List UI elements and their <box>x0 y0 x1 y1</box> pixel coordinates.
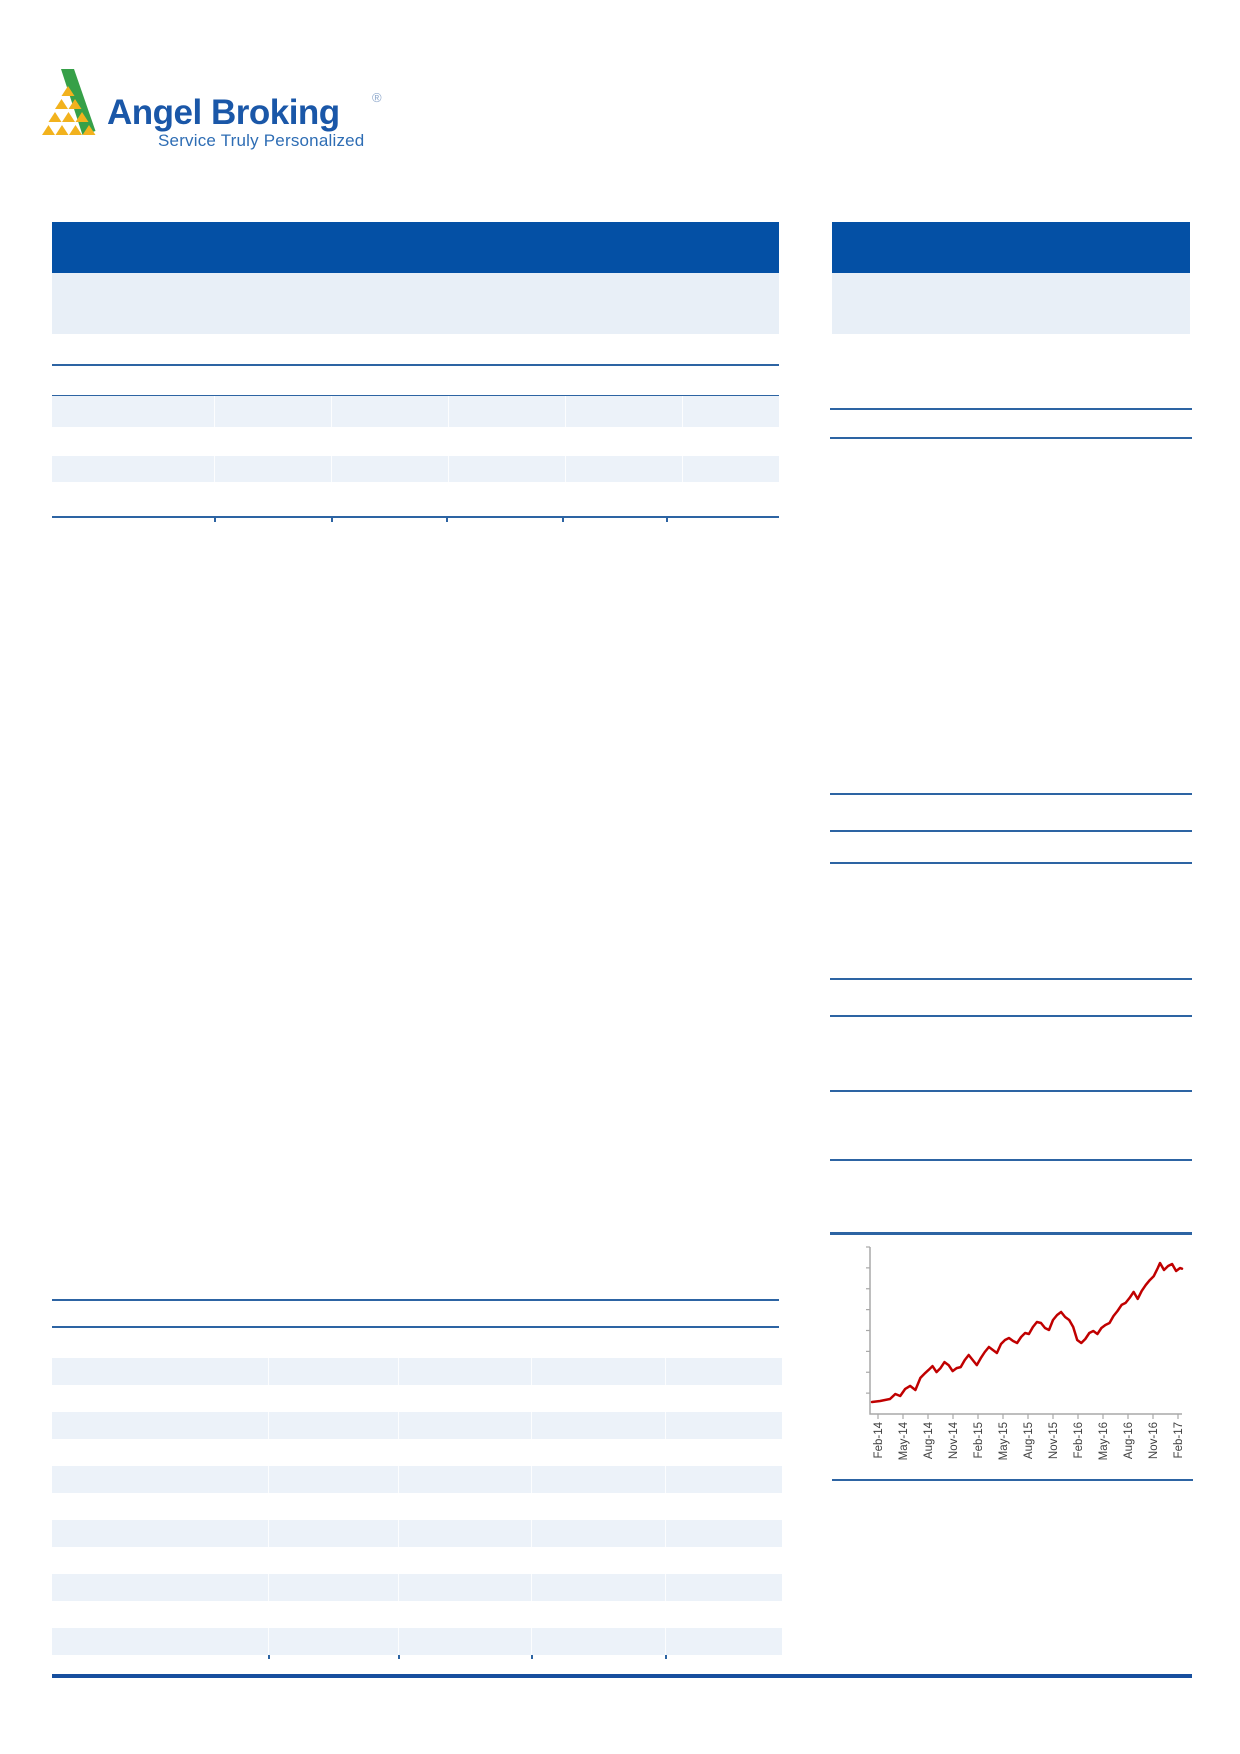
table-row-band <box>52 396 779 427</box>
horizontal-rule <box>830 793 1192 795</box>
column-separator <box>268 1574 269 1601</box>
x-axis-label: Nov-16 <box>1148 1422 1160 1460</box>
page-bottom-rule <box>52 1674 1192 1678</box>
rule-column-tick <box>268 1655 270 1659</box>
x-axis-label: Feb-15 <box>973 1422 985 1459</box>
x-axis-label: Aug-15 <box>1023 1422 1035 1460</box>
column-separator <box>331 396 332 427</box>
column-separator <box>448 456 449 482</box>
table-row-band <box>52 1466 782 1493</box>
column-separator <box>398 1412 399 1439</box>
column-separator <box>531 1358 532 1385</box>
table-row-band <box>52 1412 782 1439</box>
x-axis-label: Aug-16 <box>1123 1422 1135 1460</box>
table-row-band <box>52 1520 782 1547</box>
x-axis-label: Aug-14 <box>923 1422 935 1460</box>
horizontal-rule <box>52 1299 779 1301</box>
column-separator <box>214 456 215 482</box>
x-axis-label: Feb-16 <box>1073 1422 1085 1459</box>
horizontal-rule <box>830 830 1192 832</box>
horizontal-rule <box>830 1015 1192 1017</box>
rule-column-tick <box>331 518 333 522</box>
column-separator <box>565 396 566 427</box>
table-row-band <box>52 456 779 482</box>
rule-column-tick <box>666 518 668 522</box>
column-separator <box>682 456 683 482</box>
rule-column-tick <box>665 1655 667 1659</box>
x-axis-label: May-14 <box>898 1422 910 1461</box>
column-separator <box>531 1628 532 1655</box>
x-axis-label: May-15 <box>998 1422 1010 1461</box>
column-separator <box>565 456 566 482</box>
column-separator <box>682 396 683 427</box>
column-separator <box>268 1358 269 1385</box>
table-row-band <box>52 1574 782 1601</box>
x-axis-label: May-16 <box>1098 1422 1110 1461</box>
horizontal-rule <box>830 1090 1192 1092</box>
sidebar-info-panel <box>832 273 1190 334</box>
column-separator <box>398 1574 399 1601</box>
x-axis-label: Nov-14 <box>948 1422 960 1460</box>
column-separator <box>665 1628 666 1655</box>
column-separator <box>665 1358 666 1385</box>
column-separator <box>268 1628 269 1655</box>
column-separator <box>331 456 332 482</box>
logo-emblem-icon <box>40 62 104 140</box>
price-line-series <box>872 1263 1182 1402</box>
horizontal-rule <box>830 1159 1192 1161</box>
column-separator <box>398 1628 399 1655</box>
column-separator <box>665 1574 666 1601</box>
rule-column-tick <box>446 518 448 522</box>
x-axis-label: Feb-14 <box>873 1422 885 1459</box>
horizontal-rule <box>830 437 1192 439</box>
column-separator <box>665 1412 666 1439</box>
horizontal-rule <box>830 408 1192 410</box>
column-separator <box>214 396 215 427</box>
x-axis-label: Feb-17 <box>1173 1422 1185 1459</box>
rule-column-tick <box>214 518 216 522</box>
horizontal-rule <box>830 978 1192 980</box>
column-separator <box>665 1466 666 1493</box>
main-subtitle-panel <box>52 273 779 334</box>
horizontal-rule <box>830 862 1192 864</box>
column-separator <box>398 1520 399 1547</box>
column-separator <box>665 1520 666 1547</box>
main-title-bar <box>52 222 779 273</box>
table-row-band <box>52 1628 782 1655</box>
column-separator <box>268 1466 269 1493</box>
sidebar-title-bar <box>832 222 1190 273</box>
logo-wordmark: Angel Broking <box>107 93 340 132</box>
column-separator <box>531 1574 532 1601</box>
x-axis-label: Nov-15 <box>1048 1422 1060 1460</box>
rule-column-tick <box>562 518 564 522</box>
column-separator <box>531 1520 532 1547</box>
column-separator <box>268 1520 269 1547</box>
horizontal-rule <box>52 516 779 518</box>
horizontal-rule <box>52 1326 779 1328</box>
registered-mark-icon: ® <box>372 90 382 105</box>
column-separator <box>531 1466 532 1493</box>
column-separator <box>448 396 449 427</box>
rule-column-tick <box>398 1655 400 1659</box>
column-separator <box>398 1466 399 1493</box>
logo-tagline: Service Truly Personalized <box>158 131 365 150</box>
column-separator <box>398 1358 399 1385</box>
table-row-band <box>52 1358 782 1385</box>
column-separator <box>531 1412 532 1439</box>
horizontal-rule <box>830 1232 1192 1235</box>
column-separator <box>268 1412 269 1439</box>
rule-column-tick <box>531 1655 533 1659</box>
angel-broking-logo <box>0 0 420 170</box>
price-chart <box>830 1238 1210 1493</box>
horizontal-rule <box>52 364 779 366</box>
